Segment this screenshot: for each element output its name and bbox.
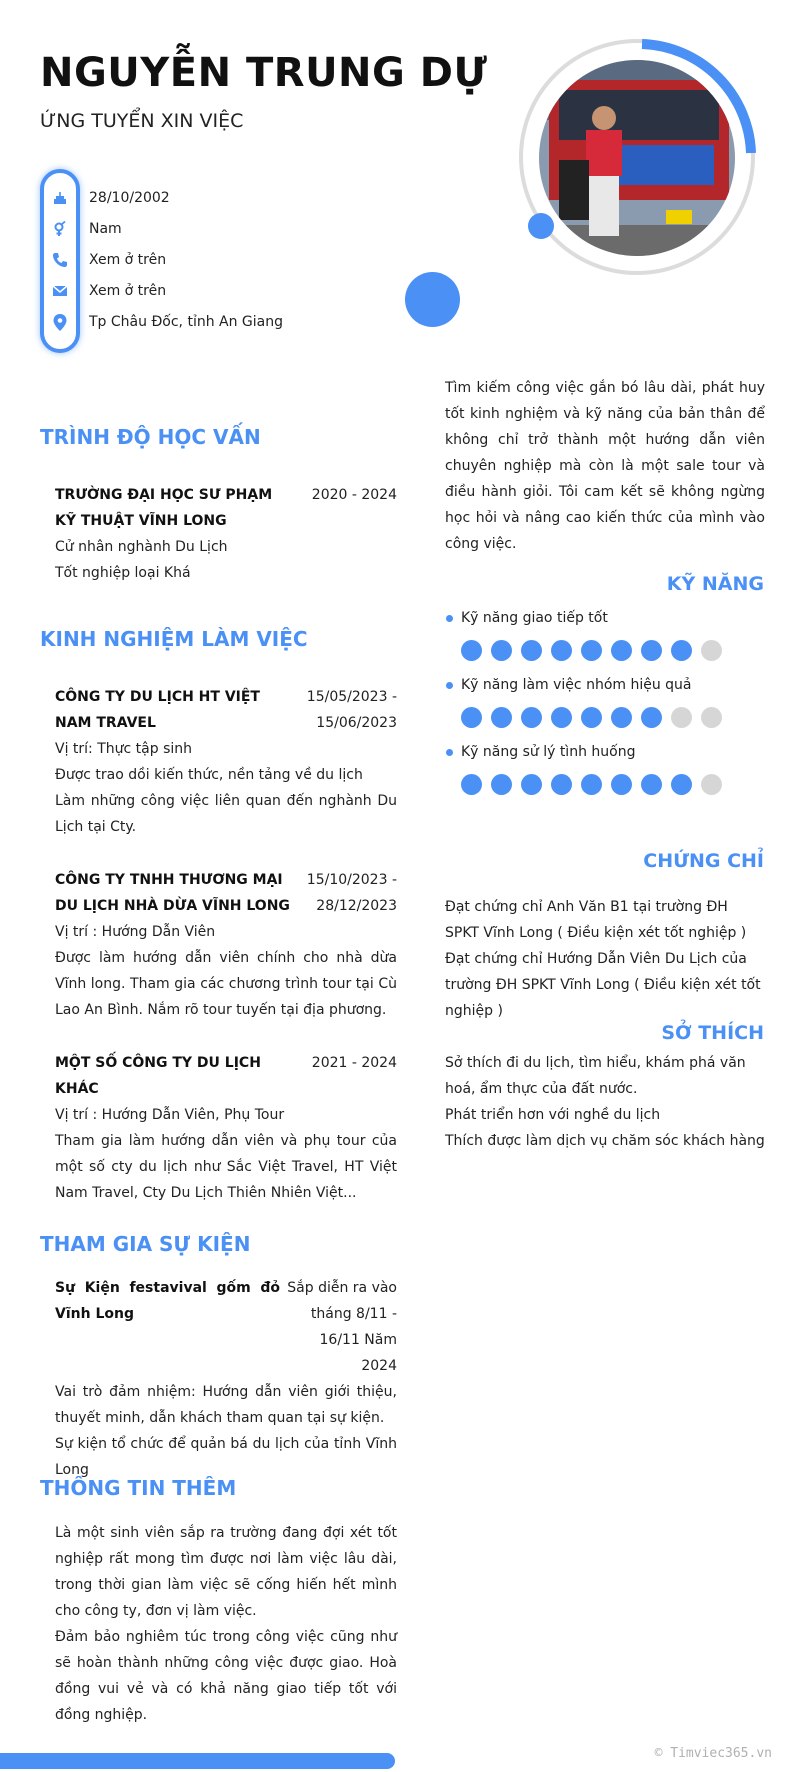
avatar-frame <box>518 38 756 276</box>
objective-text: Tìm kiếm công việc gắn bó lâu dài, phát huy tốt kinh nghiệm và kỹ năng của bản thân để không chỉ trở thành một hướng dẫn viên chuyên nghiệp mà còn là một sale tour và điều hành giỏi. Tôi cam kết sẽ không ngừng học hỏi và nâng cao kiến thức của mình vào công việc. <box>445 380 765 552</box>
skill-dot-filled <box>671 640 692 661</box>
phone-icon <box>50 250 70 270</box>
job-desc: Được trao dồi kiến thức, nền tảng về du lịch <box>55 767 363 783</box>
hobby-line: Sở thích đi du lịch, tìm hiểu, khám phá văn hoá, ẩm thực của đất nước. <box>445 1055 746 1097</box>
decorative-dot <box>405 272 460 327</box>
skill-dot-filled <box>611 640 632 661</box>
more-info-body <box>55 1520 397 1728</box>
watermark: © Timviec365.vn <box>654 1746 772 1761</box>
contact-birthday <box>50 183 410 213</box>
contact-value: 28/10/2002 <box>89 190 170 206</box>
company-name: CÔNG TY DU LỊCH HT VIỆT NAM TRAVEL <box>55 689 260 731</box>
location-pin-icon <box>50 312 70 332</box>
contact-phone <box>50 245 410 275</box>
skill-dot-filled <box>551 640 572 661</box>
email-icon <box>50 281 70 301</box>
hobby-line: Phát triển hơn với nghề du lịch <box>445 1107 661 1123</box>
event-entry <box>55 1275 397 1483</box>
event-desc: Vai trò đảm nhiệm: Hướng dẫn viên giới thiệu, thuyết minh, dẫn khách tham quan tại sự kiện. <box>55 1384 397 1426</box>
skill-dot-empty <box>701 707 722 728</box>
company-name: MỘT SỐ CÔNG TY DU LỊCH KHÁC <box>55 1055 261 1097</box>
bullet-icon <box>446 749 453 756</box>
company-name: CÔNG TY TNHH THƯƠNG MẠI DU LỊCH NHÀ DỪA VĨNH LONG <box>55 872 290 914</box>
skill-dot-filled <box>521 640 542 661</box>
experience-item <box>55 867 397 1023</box>
experience-item <box>55 684 397 840</box>
hobby-line: Thích được làm dịch vụ chăm sóc khách hàng <box>445 1133 765 1149</box>
skill-dot-empty <box>671 707 692 728</box>
event-desc: Sự kiện tổ chức để quản bá du lịch của tỉnh Vĩnh Long <box>55 1436 397 1478</box>
skill-dot-filled <box>581 640 602 661</box>
contact-gender <box>50 214 410 244</box>
contact-value: Xem ở trên <box>89 283 167 299</box>
skill-rating <box>461 774 731 795</box>
bullet-icon <box>446 682 453 689</box>
experience-time: 15/10/2023 - 28/12/2023 <box>306 872 397 914</box>
birthday-cake-icon <box>50 188 70 208</box>
certificate-line: Đạt chứng chỉ Anh Văn B1 tại trường ĐH SPKT Vĩnh Long ( Điều kiện xét tốt nghiệp ) <box>445 899 747 941</box>
job-role: Vị trí : Hướng Dẫn Viên, Phụ Tour <box>55 1107 285 1123</box>
job-desc: Được làm hướng dẫn viên chính cho nhà dừa Vĩnh long. Tham gia các chương trình tour tại Cù Lao An Bình. Nắm rõ tour tuyến tại địa phương. <box>55 950 397 1018</box>
skill-dot-filled <box>461 640 482 661</box>
education-entry <box>55 482 397 586</box>
skill-dot-filled <box>641 774 662 795</box>
job-role: Vị trí : Hướng Dẫn Viên <box>55 924 216 940</box>
skill-dot-filled <box>491 640 512 661</box>
education-line: Cử nhân nghành Du Lịch <box>55 539 228 555</box>
education-title: TRÌNH ĐỘ HỌC VẤN <box>40 425 261 449</box>
skill-dot-filled <box>521 774 542 795</box>
contact-value: Xem ở trên <box>89 252 167 268</box>
skill-dot-filled <box>641 707 662 728</box>
skill-dot-filled <box>491 707 512 728</box>
job-desc: Tham gia làm hướng dẫn viên và phụ tour của một số cty du lịch như Sắc Việt Travel, HT Việt Nam Travel, Cty Du Lịch Thiên Nhiên Việt... <box>55 1133 397 1201</box>
event-name: Sự Kiện festavival gốm đỏ Vĩnh Long <box>55 1280 280 1322</box>
skill-name: Kỹ năng sử lý tình huống <box>446 744 635 760</box>
skill-dot-filled <box>671 774 692 795</box>
events-title: THAM GIA SỰ KIỆN <box>40 1232 251 1256</box>
skill-name: Kỹ năng giao tiếp tốt <box>446 610 608 626</box>
skill-dot-empty <box>701 774 722 795</box>
applied-position: ỨNG TUYỂN XIN VIỆC <box>40 110 244 132</box>
certificate-line: Đạt chứng chỉ Hướng Dẫn Viên Du Lịch của trường ĐH SPKT Vĩnh Long ( Điều kiện xét tốt nghiệp ) <box>445 951 761 1019</box>
education-line: Tốt nghiệp loại Khá <box>55 565 191 581</box>
skill-dot-empty <box>701 640 722 661</box>
hobbies-title: SỞ THÍCH <box>661 1022 764 1044</box>
contact-value: Nam <box>89 221 122 237</box>
skill-name: Kỹ năng làm việc nhóm hiệu quả <box>446 677 692 693</box>
skill-dot-filled <box>461 707 482 728</box>
event-time: Sắp diễn ra vào tháng 8/11 - 16/11 Năm 2024 <box>287 1280 397 1374</box>
skill-rating <box>461 707 731 728</box>
bullet-icon <box>446 615 453 622</box>
gender-icon <box>50 219 70 239</box>
experience-title: KINH NGHIỆM LÀM VIỆC <box>40 627 308 651</box>
experience-time: 15/05/2023 - 15/06/2023 <box>306 689 397 731</box>
contact-email <box>50 276 410 306</box>
skill-dot-filled <box>641 640 662 661</box>
skill-dot-filled <box>581 774 602 795</box>
hobbies-body <box>445 1050 765 1154</box>
skill-dot-filled <box>551 774 572 795</box>
job-desc: Làm những công việc liên quan đến nghành Du Lịch tại Cty. <box>55 793 397 835</box>
skill-rating <box>461 640 731 661</box>
certificates-title: CHỨNG CHỈ <box>643 850 764 872</box>
more-info-title: THÔNG TIN THÊM <box>40 1476 237 1500</box>
contact-value: Tp Châu Đốc, tỉnh An Giang <box>89 314 284 330</box>
experience-item <box>55 1050 397 1206</box>
job-role: Vị trí: Thực tập sinh <box>55 741 192 757</box>
skills-title: KỸ NĂNG <box>666 573 764 595</box>
candidate-name: NGUYỄN TRUNG DỰ <box>40 50 488 96</box>
school-name: TRƯỜNG ĐẠI HỌC SƯ PHẠM KỸ THUẬT VĨNH LONG <box>55 487 273 529</box>
skill-dot-filled <box>491 774 512 795</box>
skill-dot-filled <box>611 707 632 728</box>
more-info-line: Đảm bảo nghiêm túc trong công việc cũng như sẽ hoàn thành những công việc được giao. Hoà đồng vui vẻ và có khả năng giao tiếp tốt với đồng nghiệp. <box>55 1629 397 1723</box>
more-info-line: Là một sinh viên sắp ra trường đang đợi xét tốt nghiệp rất mong tìm được nơi làm việc lâu dài, trong thời gian làm việc sẽ cống hiến hết mình cho công ty, đơn vị làm việc. <box>55 1525 397 1619</box>
avatar <box>539 60 735 256</box>
footer-bar <box>0 1753 395 1769</box>
skill-dot-filled <box>521 707 542 728</box>
certificates-body <box>445 894 765 1024</box>
skill-dot-filled <box>461 774 482 795</box>
skill-dot-filled <box>551 707 572 728</box>
skill-dot-filled <box>611 774 632 795</box>
experience-time: 2021 - 2024 <box>311 1055 397 1071</box>
career-objective <box>445 375 765 557</box>
skill-dot-filled <box>581 707 602 728</box>
education-time: 2020 - 2024 <box>311 487 397 503</box>
contact-address <box>50 307 410 337</box>
